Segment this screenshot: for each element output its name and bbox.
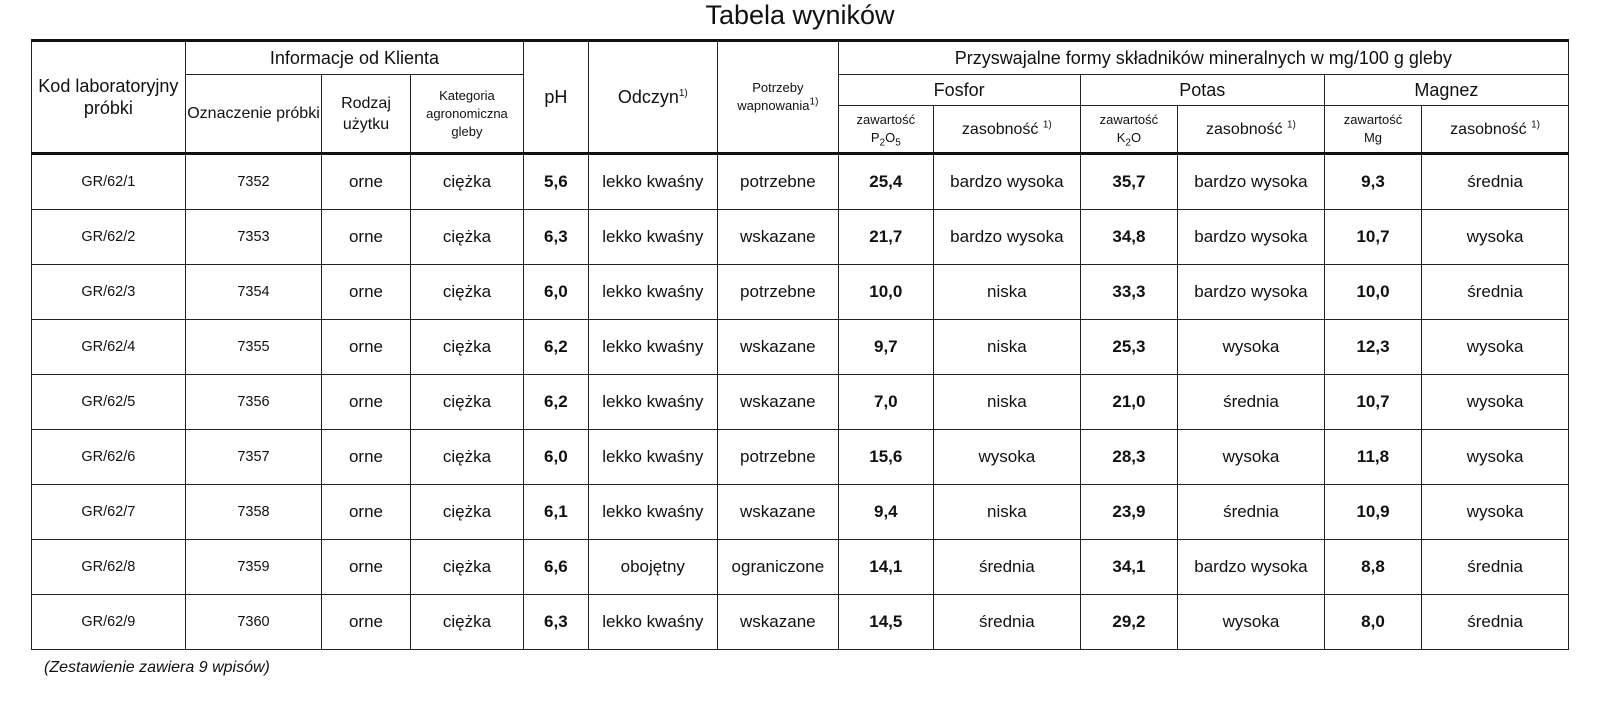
cell-kategoria: ciężka [410,265,524,320]
page-title: Tabela wyników [705,0,895,30]
cell-odczyn: lekko kwaśny [588,320,718,375]
cell-kategoria: ciężka [410,540,524,595]
header-potrzeby: Potrzeby wapnowania$^{1)}$ [718,41,839,154]
cell-potrzeby: wskazane [718,485,839,540]
header-info-klienta: Informacje od Klienta [185,41,524,75]
cell-p-zasobnosc: wysoka [934,430,1081,485]
cell-odczyn: lekko kwaśny [588,375,718,430]
cell-kod: GR/62/4 [32,320,186,375]
cell-ph: 6,0 [524,265,588,320]
cell-kod: GR/62/2 [32,210,186,265]
cell-oznaczenie: 7357 [185,430,322,485]
cell-p-zawartosc: 7,0 [838,375,933,430]
header-zawartosc-p2o5: zawartość $P_2O_5$ [838,106,933,154]
table-row [32,485,1569,540]
cell-kategoria: ciężka [410,485,524,540]
header-zasobnosc-mg: zasobność $^{1)}$ [1422,106,1569,154]
cell-mg-zawartosc: 9,3 [1324,154,1421,210]
cell-ph: 5,6 [524,154,588,210]
table-row [32,540,1569,595]
cell-odczyn: lekko kwaśny [588,210,718,265]
cell-mg-zawartosc: 8,8 [1324,540,1421,595]
cell-k-zawartosc: 33,3 [1080,265,1177,320]
cell-mg-zasobnosc: wysoka [1422,485,1569,540]
cell-kategoria: ciężka [410,595,524,650]
header-odczyn: Odczyn$^{1)}$ [588,41,718,154]
cell-p-zawartosc: 21,7 [838,210,933,265]
cell-mg-zasobnosc: średnia [1422,265,1569,320]
cell-mg-zawartosc: 10,7 [1324,210,1421,265]
cell-kategoria: ciężka [410,210,524,265]
cell-p-zasobnosc: niska [934,265,1081,320]
cell-p-zawartosc: 10,0 [838,265,933,320]
cell-rodzaj: orne [322,375,410,430]
cell-k-zasobnosc: bardzo wysoka [1178,154,1325,210]
cell-mg-zasobnosc: średnia [1422,154,1569,210]
cell-kod: GR/62/1 [32,154,186,210]
table-row [32,375,1569,430]
cell-k-zawartosc: 35,7 [1080,154,1177,210]
cell-mg-zawartosc: 10,7 [1324,375,1421,430]
cell-p-zasobnosc: bardzo wysoka [934,154,1081,210]
cell-p-zawartosc: 9,7 [838,320,933,375]
cell-k-zasobnosc: wysoka [1178,595,1325,650]
cell-p-zasobnosc: bardzo wysoka [934,210,1081,265]
header-kategoria: Kategoria agronomiczna gleby [410,75,524,154]
cell-ph: 6,0 [524,430,588,485]
cell-potrzeby: potrzebne [718,430,839,485]
cell-oznaczenie: 7356 [185,375,322,430]
cell-p-zawartosc: 15,6 [838,430,933,485]
table-row [32,210,1569,265]
cell-odczyn: obojętny [588,540,718,595]
header-fosfor: Fosfor [838,75,1080,106]
cell-potrzeby: wskazane [718,320,839,375]
table-row [32,320,1569,375]
cell-p-zasobnosc: niska [934,485,1081,540]
cell-k-zawartosc: 34,1 [1080,540,1177,595]
cell-k-zasobnosc: wysoka [1178,320,1325,375]
cell-ph: 6,1 [524,485,588,540]
cell-odczyn: lekko kwaśny [588,485,718,540]
cell-mg-zasobnosc: wysoka [1422,210,1569,265]
header-potas: Potas [1080,75,1324,106]
header-zasobnosc-k: zasobność $^{1)}$ [1178,106,1325,154]
cell-mg-zawartosc: 11,8 [1324,430,1421,485]
cell-mg-zawartosc: 10,9 [1324,485,1421,540]
cell-oznaczenie: 7355 [185,320,322,375]
header-zawartosc-k2o: zawartość $K_2O$ [1080,106,1177,154]
cell-mg-zasobnosc: średnia [1422,540,1569,595]
cell-rodzaj: orne [322,154,410,210]
cell-k-zasobnosc: bardzo wysoka [1178,265,1325,320]
cell-kategoria: ciężka [410,320,524,375]
cell-odczyn: lekko kwaśny [588,265,718,320]
cell-potrzeby: wskazane [718,375,839,430]
header-ph: pH [524,41,588,154]
cell-p-zasobnosc: niska [934,375,1081,430]
cell-potrzeby: potrzebne [718,154,839,210]
cell-kategoria: ciężka [410,430,524,485]
cell-oznaczenie: 7354 [185,265,322,320]
header-oznaczenie: Oznaczenie próbki [185,75,322,154]
table-row [32,430,1569,485]
results-table [31,39,1569,650]
cell-k-zawartosc: 25,3 [1080,320,1177,375]
cell-kod: GR/62/9 [32,595,186,650]
cell-p-zasobnosc: średnia [934,595,1081,650]
cell-oznaczenie: 7353 [185,210,322,265]
cell-k-zasobnosc: bardzo wysoka [1178,210,1325,265]
cell-p-zawartosc: 14,1 [838,540,933,595]
cell-p-zawartosc: 9,4 [838,485,933,540]
cell-ph: 6,2 [524,320,588,375]
header-kod: Kod laboratoryjny próbki [32,41,186,154]
cell-potrzeby: wskazane [718,595,839,650]
cell-potrzeby: ograniczone [718,540,839,595]
cell-k-zasobnosc: średnia [1178,485,1325,540]
entries-note: (Zestawienie zawiera 9 wpisów) [44,659,270,676]
cell-kategoria: ciężka [410,154,524,210]
table-row [32,595,1569,650]
header-rodzaj: Rodzaj użytku [322,75,410,154]
cell-oznaczenie: 7352 [185,154,322,210]
cell-potrzeby: wskazane [718,210,839,265]
cell-mg-zawartosc: 10,0 [1324,265,1421,320]
cell-rodzaj: orne [322,265,410,320]
cell-oznaczenie: 7358 [185,485,322,540]
cell-ph: 6,3 [524,595,588,650]
cell-odczyn: lekko kwaśny [588,430,718,485]
cell-odczyn: lekko kwaśny [588,154,718,210]
cell-mg-zasobnosc: średnia [1422,595,1569,650]
cell-potrzeby: potrzebne [718,265,839,320]
cell-kod: GR/62/3 [32,265,186,320]
cell-kod: GR/62/7 [32,485,186,540]
cell-mg-zawartosc: 8,0 [1324,595,1421,650]
cell-k-zawartosc: 28,3 [1080,430,1177,485]
cell-rodzaj: orne [322,210,410,265]
cell-ph: 6,3 [524,210,588,265]
cell-rodzaj: orne [322,320,410,375]
cell-mg-zasobnosc: wysoka [1422,375,1569,430]
header-przyswajalne: Przyswajalne formy składników mineralnych w mg/100 g gleby [838,41,1568,75]
cell-ph: 6,6 [524,540,588,595]
cell-k-zawartosc: 34,8 [1080,210,1177,265]
cell-kod: GR/62/6 [32,430,186,485]
header-zasobnosc-p: zasobność $^{1)}$ [934,106,1081,154]
cell-oznaczenie: 7360 [185,595,322,650]
cell-mg-zawartosc: 12,3 [1324,320,1421,375]
header-zawartosc-mg: zawartość Mg [1324,106,1421,154]
header-magnez: Magnez [1324,75,1568,106]
cell-rodzaj: orne [322,595,410,650]
cell-p-zasobnosc: średnia [934,540,1081,595]
cell-k-zasobnosc: średnia [1178,375,1325,430]
cell-oznaczenie: 7359 [185,540,322,595]
cell-p-zasobnosc: niska [934,320,1081,375]
cell-ph: 6,2 [524,375,588,430]
cell-odczyn: lekko kwaśny [588,595,718,650]
cell-k-zawartosc: 23,9 [1080,485,1177,540]
cell-kod: GR/62/8 [32,540,186,595]
cell-k-zasobnosc: wysoka [1178,430,1325,485]
cell-kategoria: ciężka [410,375,524,430]
cell-k-zasobnosc: bardzo wysoka [1178,540,1325,595]
cell-rodzaj: orne [322,485,410,540]
cell-k-zawartosc: 21,0 [1080,375,1177,430]
cell-rodzaj: orne [322,540,410,595]
cell-rodzaj: orne [322,430,410,485]
table-row [32,154,1569,210]
cell-k-zawartosc: 29,2 [1080,595,1177,650]
cell-mg-zasobnosc: wysoka [1422,430,1569,485]
cell-p-zawartosc: 14,5 [838,595,933,650]
table-row [32,265,1569,320]
cell-kod: GR/62/5 [32,375,186,430]
cell-p-zawartosc: 25,4 [838,154,933,210]
cell-mg-zasobnosc: wysoka [1422,320,1569,375]
